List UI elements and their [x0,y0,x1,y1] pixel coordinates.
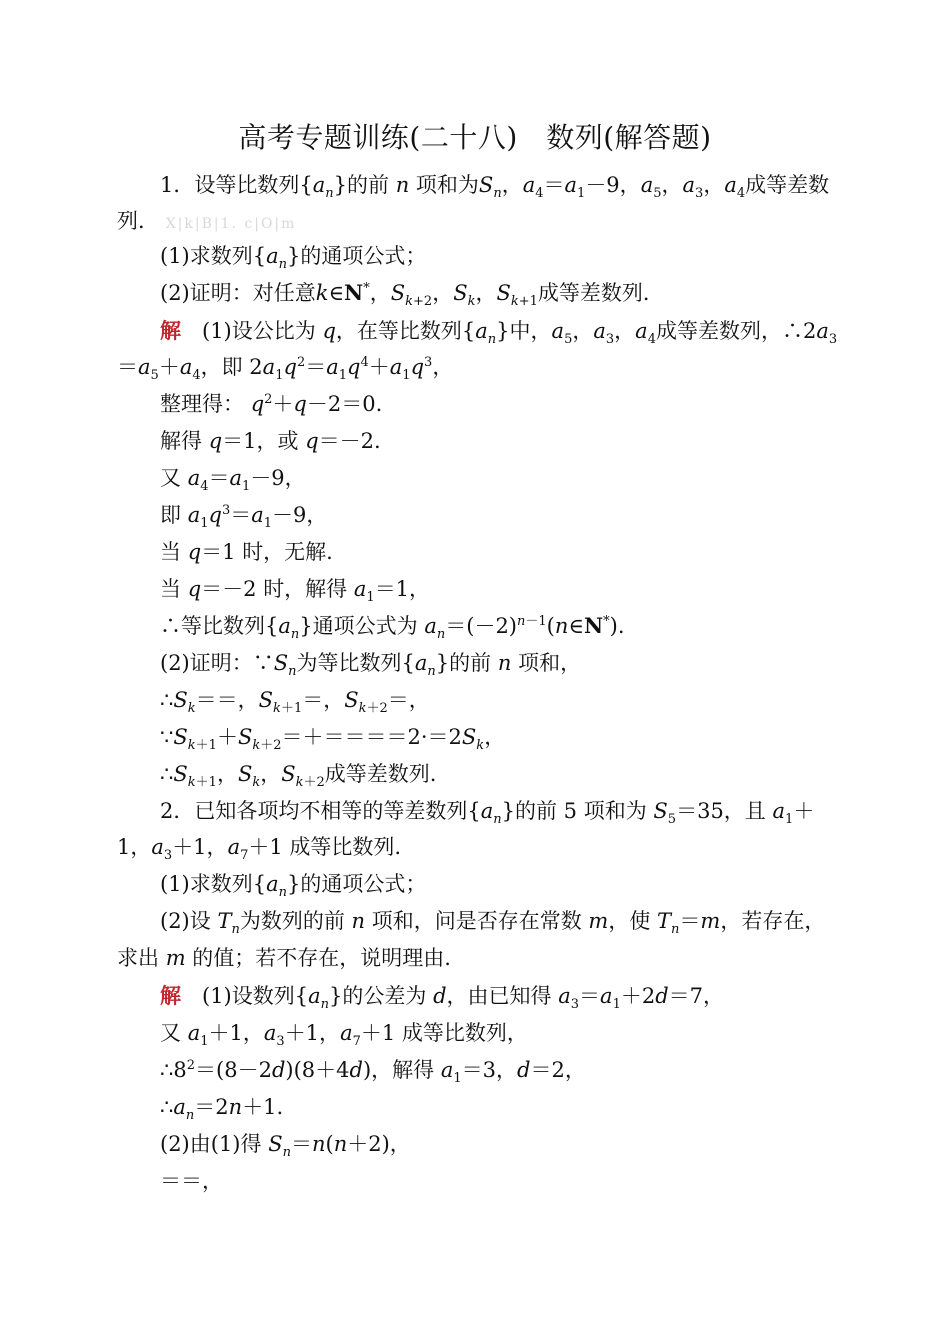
sol1-line7: 当 q＝1 时，无解. [160,540,333,564]
solution-marker: 解 [160,983,181,1008]
q2-part1: (1)求数列$\{a_n\}$的通项公式； [160,872,427,901]
q1-part1: (1)求数列$\{a_n\}$的通项公式； [160,244,427,273]
sol1-line2: $=a_5+a_4$，即 $2a_1q^2=a_1q^4+a_1q^3$， [117,355,454,384]
sol2-line4: $\therefore a_n=2n+1$. [160,1095,284,1124]
q2-stem-line2: 1，$a_3+1$，$a_7+1$ 成等比数列. [117,835,402,864]
q1-part2: (2)证明：对任意k∈N*，$S_{k+2}$，$S_k$，$S_{k+1}$成等差数列． [160,280,664,310]
q2-stem-line1: 2．已知各项均不相等的等差数列$\{a_n\}$的前 5 项和为 $S_5=35$，且 $a_1+$ [160,799,815,828]
sol1-line11: $\therefore S_k==$，$S_{k+1}=$，$S_{k+2}=$， [160,688,430,717]
sol1-line9: ∴等比数列$\{a_n\}$通项公式为 $a_n=(-2)^{n-1}(n\in N^*)$. [160,613,625,643]
watermark: X|k|B|1. c|O|m [165,216,297,232]
sol2-part2: (2)由(1)得 $S_n=n(n+2)$， [160,1132,411,1161]
sol2-line2: 又 $a_1+1$，$a_3+1$，$a_7+1$ 成等比数列， [160,1021,528,1050]
sol1-part2: (2)证明：$\because S_n$为等比数列$\{a_n\}$的前 n 项和， [160,651,582,680]
solution-marker: 解 [160,318,181,343]
sol1-line5: 又 $a_4=a_1-9$， [160,466,306,495]
q2-part2-line2: 求出 m 的值；若不存在，说明理由. [117,946,451,970]
sol1-line12: $\because S_{k+1}+S_{k+2}=+====2\cdot=2S_k$， [160,725,506,754]
sol1-line1: 解 (1)设公比为 q，在等比数列$\{a_n\}$中，$a_5$，$a_3$，$a_4$成等差数列，$\therefore 2a_3$ [160,318,838,348]
page-title: 高考专题训练(二十八) 数列(解答题) [238,121,712,154]
sol2-line6: ＝＝， [160,1169,223,1193]
sol1-line3: 整理得： $q^2+q-2=0$. [160,392,383,416]
sol2-line1: 解 (1)设数列$\{a_n\}$的公差为 d，由已知得 $a_3=a_1+2d=7$， [160,983,725,1013]
q2-part2-line1: (2)设 $T_n$为数列的前 n 项和，问是否存在常数 m，使 $T_n=m$，若存在， [160,909,826,938]
q1-stem-line1: 1．设等比数列$\{a_n\}$的前 n 项和为$S_n$，$a_4=a_1-9$，$a_5$，$a_3$，$a_4$成等差数 [160,173,830,202]
sol1-line8: 当 q＝－2 时，解得 $a_1=1$， [160,577,431,606]
sol2-line3: $\therefore 8^2=(8-2d)(8+4d)$，解得 $a_1=3$，d＝2， [160,1058,586,1087]
sol1-line4: 解得 q＝1，或 q＝－2. [160,429,381,453]
sol1-line6: 即 $a_1q^3=a_1-9$， [160,503,328,532]
q1-stem-line2: 列． X|k|B|1. c|O|m [117,209,297,233]
sol1-line13: $\therefore S_{k+1}$，$S_k$，$S_{k+2}$成等差数列. [160,762,437,791]
